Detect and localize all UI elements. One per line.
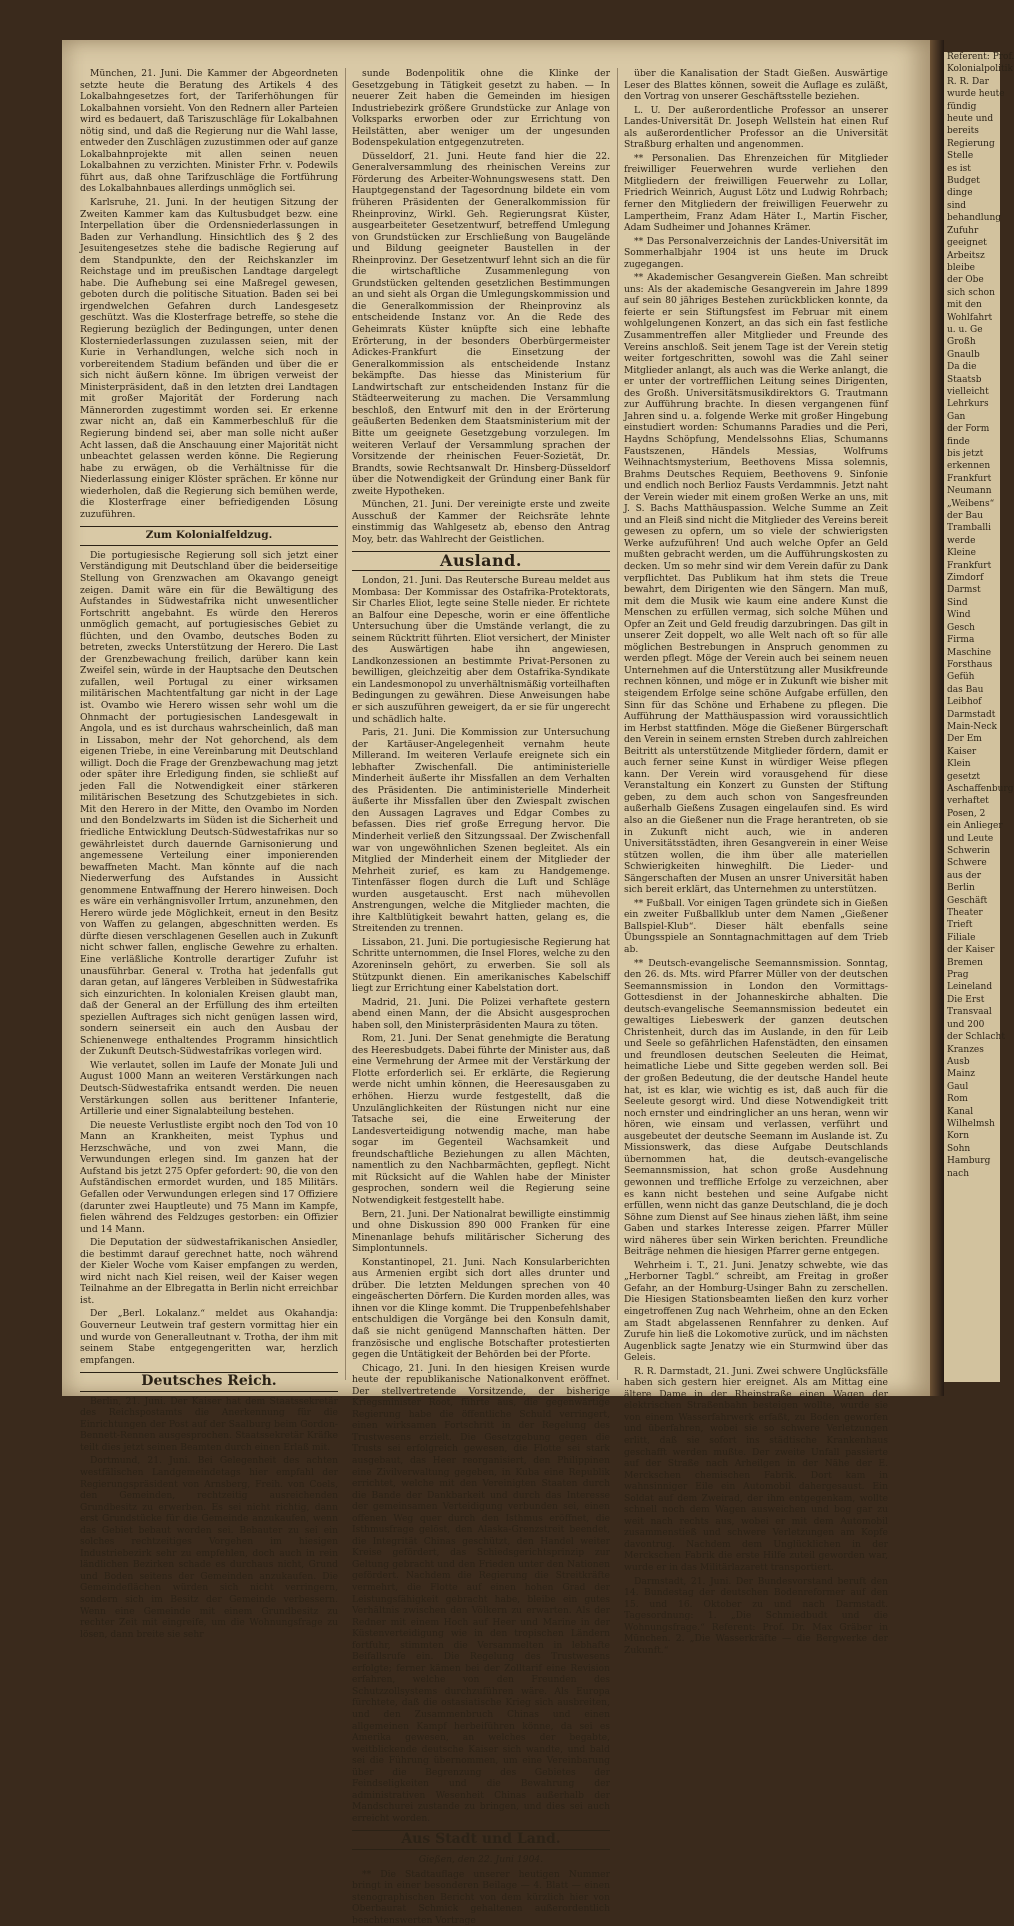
edge-text-fragment: Gefüh — [947, 672, 975, 683]
column-left — [80, 68, 338, 1640]
article-paragraph: Dortmund, 21. Juni. Bei Gelegenheit des achten westfälischen Landgemeindetags hier empfahl der Regierungspräsident von Arnsberg, Freih. von Coels, den Gemeinden, rechtzeitig ausreichenden Grundbesitz zu erwerben. Es sei nicht richtig, dann erst Grundstücke für die Gemeinde anzukaufen, wenn das Gebiet bebaut worden sei. Bebauter zu sei ein solches rechtzeitiges Vorgehen im hiesigen Industriebezirk sehr zu empfehlen, doch auch in rein ländlichen Bezirken schade es durchaus nicht, Grund und Boden seitens der Gemeinden anzukaufen. Die Gemeindeflächen würden sich nicht verringern, sondern sich im Besitz der Gemeinde verbessern. Wenn eine Gemeinde mit einem Grundbesitz zu rechter Zeit mit eingreife, um die Wohnungsfrage zu lösen, dann breite sie sehr — [80, 1455, 338, 1640]
edge-text-fragment: heute und — [947, 114, 994, 125]
column-divider — [617, 68, 618, 1380]
article-paragraph: Madrid, 21. Juni. Die Polizei verhaftete gestern abend einen Mann, der die Absicht ausgesprochen haben soll, den Ministerpräsidenten Maura zu töten. — [352, 996, 610, 1031]
edge-text-fragment: der Schlacht — [947, 1032, 1005, 1043]
edge-text-fragment: Kranzes — [947, 1044, 984, 1055]
article-group — [80, 550, 338, 1366]
edge-text-fragment: Referent: Prof. — [947, 52, 1014, 62]
edge-text-fragment: Schwerin — [947, 846, 991, 856]
edge-text-fragment: Zufuhr — [947, 225, 979, 236]
edge-text-fragment: und 200 — [947, 1019, 985, 1030]
next-page-edge — [944, 52, 1014, 1382]
article-paragraph: Wehrheim i. T., 21. Juni. Jenatzy schwebte, wie das „Herborner Tagbl.“ schreibt, am Freitag in großer Gefahr, an der Homburg-Usinger Bahn zu zerschellen. Die Hiesigen Stationsbeamten ließen den kurz vorher eingetroffenen Zug nach Wehrheim, ohne an den Ecken am Stadt abgelassenen Rennfahrer zu denken. Auf Zurufe hin ließ die Lokomotive zurück, und im nächsten Augenblick sagte Jenatzy wie ein Sturmwind über das Geleis. — [624, 1259, 888, 1364]
column-middle — [352, 68, 610, 1926]
article-paragraph: ** Akademischer Gesangverein Gießen. Man schreibt uns: Als der akademische Gesangverein im Jahre 1899 auf sein 80 jähriges Bestehen zurückblicken konnte, da feierte er sein Stiftungsfest im Februar mit einem wohlgelungenen Konzert, an das sich ein fast festliche Zusammentreffen aller Mitglieder und Freunde des Vereins anschloß. Seit jenem Tage ist der Verein stetig weiter fortgeschritten, sowohl was die Zahl seiner Mitglieder anlangt, als auch was die Werke anlangt, die er unter der vortrefflichen Leitung seines Dirigenten, des Großh. Universitätsmusikdirektors G. Trautmann zur Aufführung brachte. In diesen vergangenen fünf Jahren sind u. a. folgende Werke mit großer Hingebung einstudiert worden: Schumanns Paradies und die Peri, Haydns Schöpfung, Mendelssohns Elias, Schumanns Faustszenen, Händels Messias, Wolfrums Weihnachtsmysterium, Beethovens Missa solemnis, Brahms Deutsches Requiem, Beethovens 9. Sinfonie und endlich noch Berlioz Fausts Verdammnis. Jetzt naht der Verein wieder mit einem großen Werke an uns, mit J. S. Bachs Matthäuspassion. Welche Summe an Zeit und an Fleiß sind nicht die Mitglieder des Vereins bereit gewesen zu opfern, um so viele der schwierigsten Werke aufzuführen! Und auch welche Opfer an Geld mußten gebracht werden, um die Aufführungskosten zu decken. Um so mehr sind wir dem Verein dafür zu Dank verpflichtet. Das Publikum hat ihm stets die Treue bewahrt, dem Dirigenten wie den Sängern. Man muß, mit dem die Musik wie kaum eine andere Kunst die Menschen zu erfüllen vermag, sich solche Mühen und Opfer an Zeit und Geld freudig darzubringen. Das gilt in unserer Zeit doppelt, wo alle Welt nach oft so für alle möglichen Bestrebungen in Anspruch genommen zu werden pflegt. Möge der Verein auch bei seinem neuen Unternehmen auf die Unterstützung aller Musikfreunde rechnen können, und möge er in Zukunft wie bisher mit steigendem Erfolge seine schöne Aufgabe erfüllen, den Sinn für das Schöne und Erhabene zu pflegen. Die Aufführung der Matthäuspassion wird voraussichtlich im Herbst stattfinden. Möge die Gießener Bürgerschaft den Verein in seinem ernsten Streben durch zahlreichen Beitritt als unterstützende Mitglieder fördern, damit er auch ferner seine Kunst in würdiger Weise pflegen kann. Der Verein wird vorausgehend für diese Veranstaltung ein Konzert zu Gunsten der Stiftung geben, zu dem auch schon von Sangesfreunden außerhalb Gießens Zusagen eingelaufen sind. Es wird also an die Gießener nun die Frage herantreten, ob sie in Zukunft nicht auch, wie in anderen Universitätsstädten, ihren Gesangverein in einer Weise stützen wollen, die ihm über alle materiellen Schwierigkeiten hinweghilft. Die Lieder- und Sängerschaften der Musen an unsrer Universität haben sich bereit erklärt, das Unternehmen zu unterstützen. — [624, 272, 888, 896]
edge-text-fragment: Mainz — [947, 1069, 975, 1080]
column-right — [624, 68, 888, 1656]
edge-text-fragment: Tramballi — [947, 523, 991, 534]
edge-text-fragment: das Bau — [947, 684, 984, 695]
edge-text-fragment: Großh — [947, 337, 976, 348]
edge-text-fragment: Aschaffenburg — [947, 783, 1014, 794]
edge-text-fragment: Kolonialpolitik — [947, 64, 1014, 75]
edge-text-fragment: sich schon — [947, 287, 995, 298]
edge-text-fragment: Main-Neck — [947, 721, 997, 732]
edge-text-fragment: Theater — [947, 908, 983, 919]
edge-text-fragment: Trieft — [947, 920, 973, 931]
edge-text-fragment: Ausb — [947, 1056, 970, 1067]
article-paragraph: Die portugiesische Regierung soll sich jetzt einer Verständigung mit Deutschland über die beiderseitige Stellung von Grenzwachen am Okavango geneigt zeigen. Damit wäre ein für die Bewältigung des Aufstandes in Südwestafrika nicht unwesentlicher Fortschritt angebahnt. Es würde den Hereros unmöglich gemacht, auf portugiesisches Gebiet zu flüchten, und den Ovambo, deutsches Boden zu betreten, zwecks Unterstützung der Herero. Die Last der Grenzbewachung freilich, darüber kann kein Zweifel sein, würde in der Hauptsache den Deutschen zufallen, weil Portugal zu einer wirksamen militärischen Machtentfaltung gar nicht in der Lage ist. Ovambo wie Herero wissen sehr wohl um die Ohnmacht der portugiesischen Landesgewalt in Angola, und es ist durchaus wahrscheinlich, daß man in Lissabon, mehr der Not gehorchend, als dem eigenen Triebe, in eine Vereinbarung mit Deutschland willigt. Doch die Frage der Grenzbewachung mag jetzt oder später ihre Erledigung finden, sie schließt auf jeden Fall die Notwendigkeit einer stärkeren militärischen Besetzung des Schutzgebietes in sich. Mit den Herero in der Mitte, den Ovambo im Norden und den Bondelzwarts im Süden ist die Sicherheit und friedliche Entwicklung Deutsch-Südwestafrikas nur so gewährleistet durch dauernde Garnisonierung und angemessene Verteilung einer imponierenden bewaffneten Macht. Man könnte auf die nach Niederwerfung des Aufstandes in Aussicht genommene Entwaffnung der Herero hinweisen. Doch es wäre ein verhängnisvoller Irrtum, anzunehmen, den Herero würde jede Möglichkeit, erneut in den Besitz von Waffen zu gelangen, abgeschnitten werden. Es dürfte diesen verschlagenen Gesellen auch in Zukunft nicht schwer fallen, englische Gewehre zu erhalten. Eine verläßliche Kontrolle derartiger Zufuhr ist unausführbar. General v. Trotha hat jedenfalls gut daran getan, auf längeres Verbleiben in Südwestafrika sich einzurichten. In kolonialen Kreisen glaubt man, daß der General an der Erfüllung des ihm erteilten speziellen Auftrages sich nicht genügen lassen wird, sondern seinerseit ein auch den Ausbau der Schienenwege enthaltendes Programm hinsichtlich der Zukunft Deutsch-Südwestafrikas vorlegen wird. — [80, 549, 338, 1058]
edge-text-fragment: Firma — [947, 635, 975, 646]
edge-text-fragment: Wohlfahrt — [947, 312, 993, 323]
edge-text-fragment: Berlin — [947, 883, 975, 894]
edge-text-fragment: Frankfurt — [947, 560, 992, 571]
article-paragraph: über die Kanalisation der Stadt Gießen. Auswärtige Leser des Blattes können, soweit die Auflage es zuläßt, den Vortrag von unserer Geschäftsstelle beziehen. — [624, 68, 888, 103]
edge-text-fragment: der Obe — [947, 275, 984, 286]
edge-text-fragment: Hamburg — [947, 1156, 991, 1167]
edge-text-fragment: Zimdorf — [947, 573, 984, 584]
edge-text-fragment: sind — [947, 200, 967, 211]
newspaper-page — [62, 40, 930, 1926]
edge-text-fragment: der Kaiser — [947, 945, 995, 956]
article-group — [80, 1396, 338, 1640]
article-paragraph: Die neueste Verlustliste ergibt noch den Tod von 10 Mann an Krankheiten, meist Typhus und Herzschwäche, und von zwei Mann, die Verwundungen erlegen sind. Im ganzen hat der Aufstand bis jetzt 275 Opfer gefordert: 90, die von den Aufständischen ermordet wurden, und 185 Militärs. Gefallen oder Verwundungen erlegen sind 17 Offiziere (darunter zwei Hauptleute) und 75 Mann im Kampfe, fielen während des Feldzuges gestorben: ein Offizier und 14 Mann. — [80, 1119, 338, 1235]
edge-text-fragment: Korn — [947, 1131, 969, 1142]
dateline: Gießen, den 22. Juni 1904. — [418, 1854, 544, 1866]
edge-text-fragment: es ist — [947, 163, 971, 174]
edge-text-fragment: Rom — [947, 1094, 968, 1105]
article-paragraph: ** Fußball. Vor einigen Tagen gründete sich in Gießen ein zweiter Fußballklub unter dem Namen „Gießener Ballspiel-Klub“. Dieser hält ebenfalls seine Übungsspiele an Sonntagnachmittagen auf dem Trieb ab. — [624, 897, 888, 956]
article-paragraph: ** Die Stadtauflage unserer heutigen Nummer bringt in einer besonderen Beilage — 4. Blatt — einen stenographischen Bericht von dem kürzlich hier von Oberbaurat Schmick gehaltenen außerordentlich beachtenswerten Vortrage — [352, 1868, 610, 1926]
edge-text-fragment: ein Anlieger — [947, 821, 1003, 832]
edge-text-fragment: und Leute — [947, 833, 994, 844]
article-paragraph: München, 21. Juni. Die Kammer der Abgeordneten setzte heute die Beratung des Artikels 4 des Lokalbahngesetzes fort, der Tariferhöhungen für Lokalbahnen vorsieht. Von den Rednern aller Parteien wird es bedauert, daß Tariszuschläge für Lokalbahnen nötig sind, und daß die Regierung nur die Wahl lasse, entweder den Zuschlägen zuzustimmen oder auf ganze Lokalbahnprojekte mit allen seinen neuen Lokalbahnen zu verzichten. Minister Frhr. v. Podewils führt aus, daß ohne Tarifzuschläge die Fortführung des Lokalbahnbaues allerdings unmöglich sei. — [80, 68, 338, 195]
edge-text-fragment: wurde heute — [947, 89, 1005, 100]
article-group — [352, 575, 610, 1825]
edge-text-fragment: erkennen — [947, 461, 991, 472]
article-paragraph: Rom, 21. Juni. Der Senat genehmigte die Beratung des Heeresbudgets. Dabei führte der Minister aus, daß eine Vermehrung der Armee mit der Verstärkung der Flotte erforderlich sei. Er erklärte, die Regierung werde nicht umhin können, die Heeresausgaben zu erhöhen. Hierzu wurde festgestellt, daß die Unzulänglichkeiten der Rüstungen nicht nur eine Tatsache sei, die eine Erweiterung der Landesverteidigung notwendig mache, man habe sogar im Gegenteil Wachsamkeit und freundschaftliche Beziehungen zu allen Mächten, namentlich zu den Nachbarmächten, gepflegt. Nicht mit Rücksicht auf die Wahlen habe der Minister gesprochen, sondern weil die Regierung seine Notwendigkeit festgestellt habe. — [352, 1033, 610, 1206]
article-paragraph: Konstantinopel, 21. Juni. Nach Konsularberichten aus Armenien ergibt sich dort alles drunter und drüber. Die letzten Meldungen sprechen von 40 eingeäscherten Dörfern. Die Kurden morden alles, was ihnen vor die Klinge kommt. Die Truppenbefehlshaber entschuldigen die Vorgänge bei den Konsuln damit, daß sie nicht genügend Mannschaften hätten. Der französische und englische Botschafter protestierten gegen die Untätigkeit der Behörden bei der Pforte. — [352, 1256, 610, 1361]
edge-text-fragment: Leineland — [947, 982, 993, 993]
edge-text-fragment: nach — [947, 1168, 969, 1179]
edge-text-fragment: fündig — [947, 101, 977, 112]
edge-text-fragment: Wilhelmsh — [947, 1118, 995, 1129]
article-paragraph: Die Deputation der südwestafrikanischen Ansiedler, die bestimmt darauf gerechnet hatte, noch während der Kieler Woche vom Kaiser empfangen zu werden, wird nicht nach Kiel reisen, weil der Kaiser wegen Teilnahme an der Elbregatta in Berlin nicht erreichbar ist. — [80, 1237, 338, 1306]
article-paragraph: ** Deutsch-evangelische Seemannsmission. Sonntag, den 26. ds. Mts. wird Pfarrer Müller von der deutschen Seemannsmission in London den Vormittags-Gottesdienst in der Johanneskirche abhalten. Die deutsch-evangelische Seemannsmission bedeutet ein gewaltiges Liebeswerk der ganzen deutschen Christenheit, durch das im Auslande, in den für Leib und Seele so gefährlichen Hafenstädten, den einsamen und freundlosen deutschen Seeleuten die Heimat, heimatliche Liebe und Sitte gegeben werden soll. Bei der großen Bedeutung, die der deutsche Handel heute hat, ist es klar, wie wichtig es ist, daß auch für die Seeleute gesorgt wird. Und diese Notwendigkeit tritt noch ernster und eindringlicher an uns heran, wenn wir hören, wie einsam und verlassen, verführt und ausgebeutet der deutsche Seemann im Auslande ist. Zu Missionswerk, das diese Aufgabe Deutschlands übernommen hat, die deutsch-evangelische Seemannsmission, hat schon große Ausdehnung gewonnen und treffliche Erfolge zu verzeichnen, aber es kann nicht bestehen und seine Aufgabe nicht erfüllen, wenn nicht das ganze Deutschland, die je doch Söhne zum Dienst auf See hinaus ziehen läßt, ihm seine Gaben und starkes Interesse zeigen. Pfarrer Müller wird näheres über sein Wirken berichten. Freundliche Beiträge nehmen die hiesigen Pfarrer gerne entgegen. — [624, 957, 888, 1258]
article-paragraph: Wie verlautet, sollen im Laufe der Monate Juli und August 1000 Mann an weiteren Verstärkungen nach Deutsch-Südwestafrika entsandt werden. Die neuen Verstärkungen sollen aus berittener Infanterie, Artillerie und einer Signalabteilung bestehen. — [80, 1059, 338, 1118]
article-paragraph: Chicago, 21. Juni. In den hiesigen Kreisen wurde heute der republikanische Nationalkonvent eröffnet. Der stellvertretende Vorsitzende, der bisherige Kriegsminister Root, führte aus, die gegenwärtige Regierung habe die öffentliche Schuld verringert, einen wirksamen Fortschritt in der Regelung des Trustwesens erzielt. Die Gesetzgebung gegen die Trusts sei erfolgreich gewesen, die Flotte sei stark ausgebaut, das Heer reorganisiert, den Philippinen eine Zivilverwaltung gegeben, in Kuba eine Republik errichtet, welche mit den Vereinigten Staaten durch die Bande der Dankbarkeit und durch das Interesse der gemeinsamen Verteidigung verbunden sei, einen offenen Weg quer durch den Isthmus eröffnet, die Isthmusfrage gelöst, den Alaska-Grenzstreit beendet, die Integrität Chinas geschützt, den Handel weiter Kreise gefördert, das Schiedsgerichtsprinzip zur Geltung gebracht und den Frieden unter den Nationen gefördert. Nachdem die Regierung die Streitkräfte vermehrt, die Flotte auf einen hohen Grad der Leistungsfähigkeit gebracht habe, bleibe ein gutes Verhältnis zwischen den Völkern zu erwarten. Als der Redner mit einem Hoch auf Heer und Marine in der Küstenverteidigung wie in den tropischen Ländern fortfuhr, stimmten die Versammelten in lebhafte Beifallsrufe ein. Die Regelung des Trustwesens erfolgte; ferner kämen bei der Zolltarif eine Revision erfahren, welche von den Freunden des Schutzzollsystems durchzuführen wäre. Als Europa fürchtete, daß die ostasiatische Krieg sich ausbreiten, und den Zusammenbruch Chinas und einen allgemeinen Kampf herbeiführen könne, da sei es Amerika gewesen, an welches der begabte, weitblickende deutsche Kaiser sich wandte, und bald sei die Führung übernommen, um eine Vereinbarung über die Begrenzung des Gebietes der Feindseligkeiten und die Bewahrung der administrativen Wesenheit Chinas außerhalb der Mandschurei zustande zu bringen, und dies sei auch erreicht worden. — [352, 1362, 610, 1824]
article-paragraph: Der „Berl. Lokalanz.“ meldet aus Okahandja: Gouverneur Leutwein traf gestern vormittag hier ein und wurde von Generalleutnant v. Trotha, der ihm mit seinem Stabe entgegengeritten war, herzlich empfangen. — [80, 1308, 338, 1366]
article-paragraph: Düsseldorf, 21. Juni. Heute fand hier die 22. Generalversammlung des rheinischen Vereins zur Förderung des Arbeiter-Wohnungswesens statt. Den Hauptgegenstand der Tagesordnung bildete ein vom früheren Präsidenten der Generalkommission für Rheinprovinz, Wirkl. Geh. Regierungsrat Küster, ausgearbeiteter Gesetzentwurf, betreffend Umlegung von Grundstücken zur Erschließung von Baugelände und Bildung geeigneter Baustellen in der Rheinprovinz. Der Gesetzentwurf lehnt sich an die für die wirtschaftliche Zusammenlegung von Grundstücken geltenden gesetzlichen Bestimmungen an und sieht als Organ die Umlegungskommission und die Generalkommission der Rheinprovinz als entscheidende Instanz vor. An die Rede des Geheimrats Küster knüpfte sich eine lebhafte Erörterung, in der besonders Oberbürgermeister Adickes-Frankfurt die Einsetzung der Generalkommission als entscheidende Instanz bekämpfte. Das hiesse das Ministerium für Landwirtschaft zur entscheidenden Instanz für die Städteerweiterung zu machen. Die Versammlung beschloß, den Entwurf mit den in der Erörterung geäußerten Bedenken dem Staatsministerium mit der Bitte um geeignete Gesetzgebung vorzulegen. Im weiteren Verlauf der Versammlung sprachen der Vorsitzende der rheinischen Feuer-Sozietät, Dr. Brandts, sowie Rechtsanwalt Dr. Hinsberg-Düsseldorf über die Notwendigkeit der Gründung einer Bank für zweite Hypotheken. — [352, 150, 610, 497]
article-paragraph: ** Das Personalverzeichnis der Landes-Universität im Sommerhalbjahr 1904 ist uns heute im Druck zugegangen. — [624, 235, 888, 270]
edge-text-fragment: Maschine — [947, 647, 992, 658]
edge-text-fragment: Bremen — [947, 957, 983, 968]
edge-text-fragment: Geschäft — [947, 895, 988, 906]
edge-text-fragment: Sohn — [947, 1143, 971, 1154]
edge-text-fragment: Neumann — [947, 486, 992, 497]
article-paragraph: Paris, 21. Juni. Die Kommission zur Untersuchung der Kartäuser-Angelegenheit vernahm heute Millerand. Im weiteren Verlaufe ereignete sich ein lebhafter Zwischenfall. Die antiministerielle Minderheit äußerte ihr Missfallen an dem Verhalten des Präsidenten. Die antiministerielle Minderheit äußerte ihr Missfallen über den Zwiespalt zwischen den Aussagen Lagraves und Edgar Combes zu befassen. Dies rief große Erregung hervor. Die Minderheit verließ den Sitzungssaal. Der Zwischenfall war von ungewöhnlichen Szenen begleitet. Als ein Mitglied der Minderheit einem der Mitglieder der Mehrheit zurief, es kam zu Handgemenge. Tintenfässer flogen durch die Luft und Schläge wurden ausgetauscht. Erst nach mühevollen Anstrengungen, welche die Mitglieder machten, die ihre Kaltblütigkeit bewahrt hatten, gelang es, die Streitenden zu trennen. — [352, 727, 610, 935]
article-group — [80, 68, 338, 520]
edge-text-fragment: Wind — [947, 610, 971, 621]
edge-text-fragment: bereits — [947, 126, 979, 137]
article-group — [352, 68, 610, 545]
column-divider — [345, 68, 346, 1380]
section-heading-ausland: Ausland. — [352, 551, 610, 571]
edge-text-fragment: bis jetzt — [947, 449, 984, 459]
section-heading-kolonialfeldzug: Zum Kolonialfeldzug. — [80, 526, 338, 546]
article-paragraph: Darmstadt, 21. Juni. Der Bundesvorstand beruft den 14. Bundestag der deutschen Bodenreformer auf den 15. und 16. Oktober zu und nach Darmstadt. Tagesordnung: 1. „Die Schmiedbudt und die Wohnungsfrage.“ Referent: Prof. Dr. Max Gräber in München. 2. „Die Wasserkräfte — die Bergwerke der Zukunft.“ — [624, 1575, 888, 1656]
section-heading-stadt-und-land: Aus Stadt und Land. — [352, 1830, 610, 1850]
edge-text-fragment: Gaul — [947, 1081, 969, 1092]
edge-text-fragment: Sind — [947, 597, 968, 608]
edge-text-fragment: der Form — [947, 424, 990, 435]
edge-text-fragment: der Bau — [947, 511, 984, 522]
edge-text-fragment: u. u. Ge — [947, 324, 983, 335]
edge-text-fragment: Gan — [947, 411, 966, 422]
article-paragraph: Berlin, 21. Juni. Der Kaiser hat dem Staatssekretär des Reichspostamts die Anerkennung für die Einrichtungen der Post auf der Saalburg beim Gordon-Bennett-Rennen ausgesprochen. Staatssekretär Kräfke teilt dies jetzt seinen Beamten durch einen Erlaß mit. — [80, 1395, 338, 1453]
edge-text-fragment: Frankfurt — [947, 473, 992, 484]
edge-text-fragment: finde — [947, 436, 970, 447]
book-binding-gutter — [930, 40, 944, 1396]
edge-text-fragment: werde — [947, 535, 976, 546]
edge-text-fragment: Kaiser — [947, 746, 977, 757]
edge-text-fragment: bleibe — [947, 262, 975, 273]
edge-text-fragment: Lehrkurs — [947, 399, 989, 410]
article-paragraph: London, 21. Juni. Das Reutersche Bureau meldet aus Mombasa: Der Kommissar des Ostafrika-Protektorats, Sir Charles Eliot, legte seine Stelle nieder. Er richtete an Balfour eine Depesche, worin er eine öffentliche Untersuchung über die Umstände verlangt, die zu seinem Rücktritt führten. Eliot versichert, der Minister des Auswärtigen habe ihn angewiesen, Landkonzessionen an bestimmte Privat-Personen zu bewilligen, gleichzeitig aber dem Ostafrika-Syndikate ein Landesmonopol zu unverhältnismäßig vorteilhaften Bedingungen zu gewähren. Diese Anweisungen habe er sich auszuführen geweigert, da er sie für ungerecht und schädlich halte. — [352, 574, 610, 725]
edge-text-fragment: vielleicht — [947, 386, 989, 397]
edge-text-fragment: Posen, 2 — [947, 808, 986, 819]
edge-text-fragment: Budget — [947, 176, 980, 187]
article-paragraph: L. U. Der außerordentliche Professor an unserer Landes-Universität Dr. Joseph Wellstein hat einen Ruf als außerordentlicher Professor an die Universität Straßburg erhalten und angenommen. — [624, 104, 888, 151]
edge-text-fragment: Gesch — [947, 622, 975, 633]
edge-text-fragment: Der Em — [947, 734, 982, 745]
edge-text-fragment: Die Erst — [947, 994, 985, 1005]
edge-text-fragment: Gnaulb — [947, 349, 980, 360]
article-paragraph: ** Personalien. Das Ehrenzeichen für Mitglieder freiwilliger Feuerwehren wurde verliehen den Mitgliedern der freiwilligen Feuerwehr zu Lollar, Friedrich Weinrich, August Lötz und Ludwig Rohrbach; ferner den Mitgliedern der freiwilligen Feuerwehr zu Lampertheim, Franz Adam Häter I., Martin Fischer, Adam Sudheimer und Johannes Krämer. — [624, 152, 888, 234]
edge-text-fragment: Filiale — [947, 932, 976, 943]
edge-text-fragment: Arbeitsz — [947, 250, 985, 261]
article-paragraph: Lissabon, 21. Juni. Die portugiesische Regierung hat Schritte unternommen, die Insel Flores, welche zu den Azoreninseln gehört, zu erwerben. Sie soll als Stützpunkt dienen. Ein amerikanisches Kabelschiff liegt zur Errichtung einer Kabelstation dort. — [352, 936, 610, 995]
article-group — [352, 1869, 610, 1926]
article-paragraph: R. R. Darmstadt, 21. Juni. Zwei schwere Unglücksfälle haben sich gestern hier ereignet. Als am Mittag eine ältere Dame in der Rheinstraße einen Wagen der elektrischen Straßenbahn besteigen wollte, wurde sie von einem Wasserfahrwerk erfaßt, zu Boden geworfen und überfahren, wobei sie so schwere Verletzungen erlitt, daß sie sofort ins städtische Krankenhaus geschafft werden mußte. Der zweite Unfall passierte auf der Straße nach Arheilgen in der Nähe der E. Merckschen chemischen Fabrik. Dort kam in wahnsinniger Eile ein Automobil dahergesaust. Ein Soldat auf dem Zweirad, der ihm entgegenkam, wollte schnell noch dem Wagen ausweichen und bog gar zu weit nach rechts aus, wobei er mit dem Automobil zusammenstieß und schwere Verletzungen am Kopfe davontrug. Nachdem dem Unglücklichen in der Merckschen Fabrik die erste Hilfe zuteil geworden war, wurde er in das Militärlazarett transportiert. — [624, 1365, 888, 1573]
edge-text-fragment: verhaftet — [947, 796, 989, 807]
edge-text-fragment: mit den — [947, 300, 982, 311]
edge-text-fragment: Kleine — [947, 548, 976, 559]
section-heading-deutsches-reich: Deutsches Reich. — [80, 1372, 338, 1392]
edge-text-fragment: Kanal — [947, 1106, 974, 1117]
edge-text-fragment: behandlung — [947, 213, 1002, 224]
edge-text-fragment: dinge — [947, 188, 973, 199]
edge-text-fragment: Transvaal — [947, 1007, 992, 1018]
article-paragraph: München, 21. Juni. Der vereinigte erste und zweite Ausschuß der Kammer der Reichsräte lehnte einstimmig das Wahlgesetz ab, ebenso den Antrag Moy, betr. das Wahlrecht der Geistlichen. — [352, 499, 610, 545]
edge-text-fragment: Darmst — [947, 585, 981, 596]
edge-text-fragment: Darmstadt — [947, 709, 996, 720]
edge-text-fragment: Staatsb — [947, 374, 982, 385]
edge-text-fragment: Regierung — [947, 138, 995, 149]
edge-text-fragment: Klein — [947, 759, 971, 770]
article-paragraph: Bern, 21. Juni. Der Nationalrat bewilligte einstimmig und ohne Diskussion 890 000 Franken für eine Minenanlage behufs militärischer Sicherung des Simplontunnels. — [352, 1208, 610, 1255]
article-paragraph: Karlsruhe, 21. Juni. In der heutigen Sitzung der Zweiten Kammer kam das Kultusbudget bezw. eine Interpellation über die Ordensniederlassungen in Baden zur Verhandlung. Hinsichtlich des § 2 des Jesuitengesetzes stehe die badische Regierung auf dem Standpunkte, den der Reichskanzler im Reichstage und im preußischen Landtage dargelegt habe. Die Aufhebung sei eine Maßregel gewesen, geboten durch die politische Situation. Baden sei bei irgendwelchen Gefahren durch Landesgesetz geschützt. Was die Klosterfrage betreffe, so stehe die Regierung bezüglich der Bedingungen, unter denen Klosterniederlassungen zuzulassen seien, mit der Kurie in Verhandlungen, welche sich noch in vorbereitendem Stadium befänden und über die er sich nicht äußern könne. Im übrigen verweist der Ministerpräsident, daß in den letzten drei Landtagen mit großer Majorität der Forderung nach Männerorden zugestimmt worden sei. Er erkenne zwar nicht an, daß ein Kammerbeschluß für die Regierung bindend sei, aber man solle nicht außer Acht lassen, daß die Anschauung einer Majorität nicht unbeachtet gelassen werden könne. Die Regierung habe zu erwägen, ob die Verhältnisse für die Niederlassung einiger Klöster sprächen. Er könne nur wiederholen, daß die Regierung sich bemühen werde, die Klosterfrage einer befriedigenden Lösung zuzuführen. — [80, 197, 338, 520]
edge-text-fragment: „Weibens“ — [947, 498, 995, 509]
article-paragraph: sunde Bodenpolitik ohne die Klinke der Gesetzgebung in Tätigkeit gesetzt zu haben. — In neuerer Zeit haben die Gemeinden im hiesigen Industriebezirk größere Grundstücke zur Anlage von Volksparks erworben oder zur Errichtung von Heilstätten, aber weniger um der ungesunden Bodenspekulation entgegenzutreten. — [352, 68, 610, 149]
edge-text-fragment: Leibhof — [947, 697, 982, 708]
edge-text-fragment: Stelle — [947, 151, 974, 162]
edge-text-fragment: gesetzt — [947, 771, 981, 782]
edge-text-fragment: geeignet — [947, 238, 987, 249]
edge-text-fragment: Prag — [947, 970, 969, 981]
edge-text-fragment: Da die — [947, 362, 977, 373]
edge-text-fragment: aus der — [947, 870, 982, 881]
edge-text-fragment: Forsthaus — [947, 659, 993, 670]
edge-text-fragment: R. R. Dar — [947, 76, 989, 87]
edge-text-fragment: Schwere — [947, 858, 987, 869]
